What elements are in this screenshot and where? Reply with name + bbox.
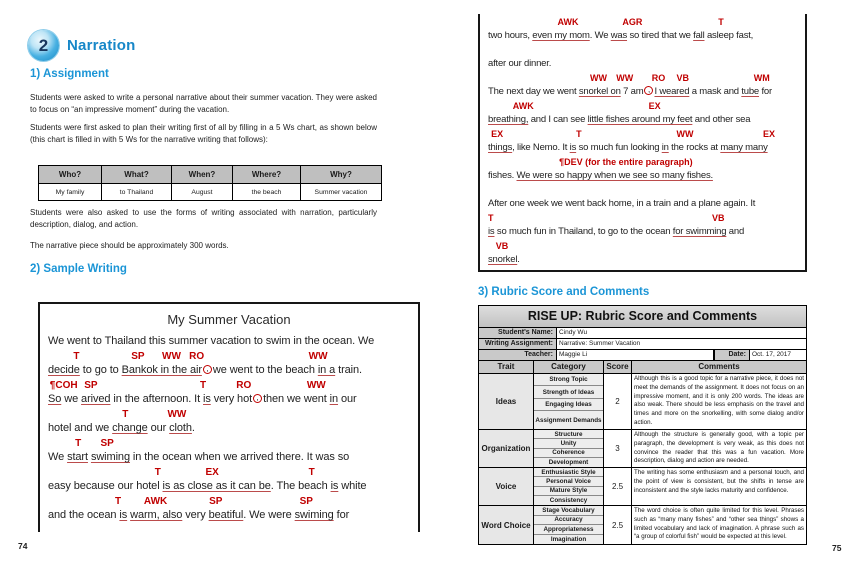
col-header-category: Category <box>534 361 604 373</box>
text-segment: . We were <box>243 509 295 521</box>
category-cell: Personal Voice <box>534 477 603 486</box>
correction-code: T <box>114 496 122 507</box>
text-segment: the rocks at <box>668 142 721 153</box>
essay-body-continued <box>488 16 797 268</box>
correction-codes-row <box>488 156 797 168</box>
text-segment: We were so happy when we see so many fishes. <box>516 170 713 181</box>
chapter-number: 2 <box>38 35 49 55</box>
blank-line <box>488 184 797 196</box>
text-segment: in the afternoon. It <box>110 393 204 405</box>
circled-punctuation-mark: , <box>203 365 212 374</box>
five-ws-value-where: the beach <box>233 184 301 201</box>
rubric-row-ideas <box>479 374 806 430</box>
five-ws-header-when: When? <box>172 166 233 184</box>
five-ws-value-row <box>39 184 382 201</box>
correction-code: WW <box>616 73 634 83</box>
five-ws-chart <box>38 165 382 201</box>
correction-code: T <box>488 213 494 223</box>
text-segment: . We <box>589 30 611 41</box>
essay-title: My Summer Vacation <box>167 312 291 327</box>
five-ws-value-why: Summer vacation <box>301 184 382 201</box>
text-segment: change <box>112 422 148 434</box>
col-header-score: Score <box>604 361 632 373</box>
rubric-assignment-row <box>479 339 806 350</box>
correction-code: ¶DEV (for the entire paragraph) <box>559 157 693 167</box>
chapter-title: Narration <box>67 37 136 54</box>
category-cell: Development <box>534 458 603 467</box>
text-segment: . <box>517 254 520 265</box>
correction-codes-row <box>48 466 410 478</box>
text-segment: so much fun in Thailand, to go to the ocean <box>494 226 673 237</box>
text-segment: hotel and we <box>48 422 113 434</box>
correction-code: EX <box>648 101 661 111</box>
text-segment: tube <box>741 86 760 97</box>
correction-code: T <box>200 380 207 391</box>
category-cell: Strong Topic <box>534 374 603 386</box>
category-cell: Enthusiastic Style <box>534 468 603 477</box>
text-segment: is <box>488 226 495 237</box>
text-segment: start <box>67 451 88 463</box>
sample-writing-box-continued <box>478 14 807 272</box>
text-segment: in <box>661 142 669 153</box>
writing-assignment-label: Writing Assignment: <box>479 339 557 349</box>
student-name-label: Student's Name: <box>479 328 557 338</box>
correction-codes-row <box>488 72 797 84</box>
assignment-paragraph-1: Students were asked to write a personal narrative about their summer vacation. They were asked to focus on “an impressive moment” during the vacation. <box>30 93 377 114</box>
comment-cell: Although the structure is generally good, with a topic per paragraph, the development is very weak, as this does not convince the reader that this was a fun vacation. More description, dialog and action are needed. <box>632 430 806 467</box>
correction-code: SP <box>131 351 145 362</box>
correction-code: EX <box>205 467 219 478</box>
text-segment: for swimming <box>672 226 727 237</box>
text-segment: fall <box>693 30 705 41</box>
correction-code: AWK <box>512 101 534 111</box>
text-segment: in <box>329 393 339 405</box>
writing-assignment-value: Narrative: Summer Vacation <box>557 339 806 349</box>
text-segment: so much fun looking <box>576 142 662 153</box>
page-right <box>433 0 857 582</box>
five-ws-header-who: Who? <box>39 166 102 184</box>
score-cell: 3 <box>604 430 632 467</box>
five-ws-header-why: Why? <box>301 166 382 184</box>
writing-line <box>488 168 797 184</box>
writing-line <box>488 224 797 240</box>
writing-line <box>488 56 797 72</box>
rubric-column-headers <box>479 361 806 374</box>
category-cell: Assignment Demands <box>534 411 603 429</box>
five-ws-value-when: August <box>172 184 233 201</box>
text-segment: snorkel <box>488 254 518 265</box>
writing-line <box>48 507 410 524</box>
heading-rubric: 3) Rubric Score and Comments <box>478 286 650 298</box>
writing-line <box>488 140 797 156</box>
correction-code: T <box>122 409 129 420</box>
heading-assignment: 1) Assignment <box>30 68 109 80</box>
date-label: Date: <box>714 350 750 360</box>
text-segment: We <box>48 451 68 463</box>
text-segment: 7 am <box>620 86 644 97</box>
rubric-student-row <box>479 328 806 339</box>
five-ws-header-what: What? <box>102 166 172 184</box>
text-segment: to go to <box>79 364 122 376</box>
text-segment: So <box>48 393 62 405</box>
correction-code: VB <box>676 73 689 83</box>
correction-code: SP <box>209 496 223 507</box>
text-segment: and I can see <box>528 114 588 125</box>
text-segment: swiming <box>294 509 334 521</box>
text-segment: We went to Thailand this summer vacation to swim in the ocean. We <box>48 335 375 347</box>
correction-code: WW <box>676 129 694 139</box>
category-cell: Appropriateness <box>534 525 603 535</box>
teacher-value: Maggie Li <box>557 350 714 360</box>
writing-line <box>488 112 797 128</box>
date-value: Oct. 17, 2017 <box>750 350 806 360</box>
rubric-title: RISE UP: Rubric Score and Comments <box>479 306 806 328</box>
correction-code: T <box>576 129 582 139</box>
correction-code: WW <box>589 73 607 83</box>
category-cell: Imagination <box>534 535 603 545</box>
text-segment: for <box>333 509 350 521</box>
text-segment: in the ocean when we arrived there. It was so <box>129 451 350 463</box>
correction-code: AWK <box>143 496 168 507</box>
correction-codes-row <box>488 128 797 140</box>
text-segment: was <box>610 30 628 41</box>
writing-line <box>48 333 410 350</box>
trait-name: Voice <box>479 468 534 505</box>
writing-line <box>488 28 797 44</box>
trait-name: Ideas <box>479 374 534 429</box>
text-segment: The next day we went <box>488 86 579 97</box>
text-segment: so tired that we <box>627 30 694 41</box>
correction-codes-row <box>488 212 797 224</box>
text-segment: decide <box>48 364 80 376</box>
text-segment: and <box>726 226 745 237</box>
writing-line <box>48 478 410 495</box>
text-segment: , like Nemo. It <box>512 142 570 153</box>
col-header-comments: Comments <box>698 362 740 371</box>
correction-code: SP <box>299 496 313 507</box>
page-number-right: 75 <box>832 543 842 553</box>
text-segment: white <box>338 480 367 492</box>
rubric-table <box>478 305 807 545</box>
writing-line <box>48 449 410 466</box>
chapter-header <box>28 30 135 61</box>
category-cell: Strength of Ideas <box>534 386 603 398</box>
text-segment: train. <box>335 364 362 376</box>
five-ws-header-where: Where? <box>233 166 301 184</box>
text-segment: easy because our hotel <box>48 480 163 492</box>
category-cell: Unity <box>534 439 603 448</box>
text-segment: breathing, <box>488 114 529 125</box>
correction-code: T <box>73 351 80 362</box>
score-cell: 2 <box>604 374 632 429</box>
circled-punctuation-mark: , <box>644 86 653 95</box>
text-segment: very <box>182 509 209 521</box>
chapter-number-badge <box>28 30 59 61</box>
correction-codes-row <box>48 379 410 391</box>
correction-code: AGR <box>622 17 643 27</box>
correction-code: EX <box>763 129 776 139</box>
text-segment: swiming <box>90 451 130 463</box>
category-cell: Structure <box>534 430 603 439</box>
five-ws-value-what: to Thailand <box>102 184 172 201</box>
category-cell: Consistency <box>534 496 603 505</box>
correction-code: WW <box>306 380 326 391</box>
text-segment: little fishes around my feet <box>587 114 693 125</box>
correction-codes-row <box>488 240 797 252</box>
correction-code: SP <box>84 380 98 391</box>
writing-line <box>48 362 410 379</box>
correction-code: T <box>308 467 315 478</box>
writing-line <box>48 420 410 437</box>
five-ws-header-row <box>39 166 382 184</box>
text-segment: beatiful <box>208 509 244 521</box>
comment-cell: Although this is a good topic for a narrative piece, it does not meet the demands of the assignment. It does not focus on an impressive moment, and it is only 200 words. The ideas are also weak. There should be less emphasis on the travel and times and more on the snorkelling, with some dialog and/or action. <box>632 374 806 429</box>
trait-name: Organization <box>479 430 534 467</box>
text-segment: things <box>488 142 513 153</box>
text-segment: I weared <box>654 86 690 97</box>
sample-writing-box <box>38 302 420 532</box>
text-segment: asleep fast, <box>704 30 754 41</box>
text-segment: After one week we went back home, in a train and a plane again. It <box>488 198 756 209</box>
five-ws-value-who: My family <box>39 184 102 201</box>
text-segment: very hot <box>210 393 253 405</box>
category-list <box>534 430 604 467</box>
assignment-paragraph-3: Students were also asked to use the forms of writing associated with narration, particularly description, dialog, and action. <box>30 208 377 229</box>
category-list <box>534 374 604 429</box>
col-header-trait: Trait <box>479 361 534 373</box>
correction-code: AWK <box>557 17 579 27</box>
correction-codes-row <box>48 437 410 449</box>
correction-code: VB <box>712 213 725 223</box>
text-segment: is <box>203 393 211 405</box>
text-segment: then we went <box>263 393 330 405</box>
writing-line <box>48 391 410 408</box>
writing-line <box>488 252 797 268</box>
text-segment: our <box>147 422 170 434</box>
comment-cell: The word choice is often quite limited for this level. Phrases such as “many many fishes” and “other sea things” shows a limited vocabulary and lack of imagination. A phrase such as “a group of colorful fish” would be expected at this level. <box>632 506 806 544</box>
text-segment: warm, also <box>130 509 183 521</box>
text-segment: a mask and <box>689 86 742 97</box>
rubric-teacher-date-row <box>479 350 806 361</box>
heading-sample-writing: 2) Sample Writing <box>30 263 127 275</box>
correction-codes-row <box>48 495 410 507</box>
text-segment: Bankok in the air <box>121 364 202 376</box>
teacher-label: Teacher: <box>479 350 557 360</box>
correction-code: T <box>75 438 82 449</box>
correction-code: RO <box>189 351 205 362</box>
correction-code: WW <box>167 409 187 420</box>
score-cell: 2.5 <box>604 506 632 544</box>
correction-code: SP <box>100 438 114 449</box>
text-segment: . <box>191 422 195 434</box>
trait-name: Word Choice <box>479 506 534 544</box>
correction-code: EX <box>491 129 504 139</box>
text-segment: arived <box>81 393 111 405</box>
text-segment: we <box>61 393 82 405</box>
page-number-left: 74 <box>18 541 28 551</box>
category-cell: Engaging Ideas <box>534 399 603 411</box>
blank-line <box>488 44 797 56</box>
text-segment: even my mom <box>532 30 590 41</box>
assignment-paragraph-4: The narrative piece should be approximately 300 words. <box>30 241 229 250</box>
correction-code: VB <box>495 241 509 251</box>
text-segment: is as close as it can be <box>162 480 271 492</box>
text-segment: our <box>338 393 357 405</box>
correction-code: WW <box>162 351 181 362</box>
correction-code: WW <box>308 351 328 362</box>
correction-code: WM <box>753 73 770 83</box>
student-name-value: Cindy Wu <box>557 328 806 338</box>
text-segment: snorkel on <box>578 86 621 97</box>
correction-code: ¶COH <box>49 380 78 391</box>
correction-codes-row <box>48 408 410 420</box>
rubric-row-word-choice <box>479 506 806 544</box>
correction-code: T <box>718 17 724 27</box>
text-segment: we went to the beach <box>212 364 318 376</box>
essay-body <box>48 333 410 524</box>
assignment-paragraph-2: Students were first asked to plan their writing first of all by filling in a 5 Ws chart, as shown below (this chart is filled in with 5 Ws for the narrative writing that follows): <box>30 123 377 144</box>
correction-code: RO <box>236 380 252 391</box>
correction-codes-row <box>488 100 797 112</box>
correction-code: RO <box>651 73 666 83</box>
text-segment: in a <box>317 364 336 376</box>
writing-line <box>488 196 797 212</box>
correction-codes-row <box>48 350 410 362</box>
comment-cell: The writing has some enthusiasm and a personal touch, and the point of view is consistent, but the shifts in tense are inconsistent and the style lacks maturity and confidence. <box>632 468 806 505</box>
text-segment: after our dinner. <box>488 58 552 69</box>
correction-code: T <box>154 467 161 478</box>
text-segment: and the ocean <box>48 509 120 521</box>
text-segment: and other sea <box>692 114 751 125</box>
text-segment: . The beach <box>270 480 331 492</box>
category-cell: Accuracy <box>534 516 603 526</box>
category-cell: Mature Style <box>534 487 603 496</box>
writing-line <box>488 84 797 100</box>
text-segment: for <box>759 86 772 97</box>
category-cell: Stage Vocabulary <box>534 506 603 516</box>
text-segment: is <box>330 480 339 492</box>
text-segment: is <box>569 142 577 153</box>
text-segment: two hours, <box>488 30 533 41</box>
correction-codes-row <box>488 16 797 28</box>
circled-punctuation-mark: , <box>253 394 262 403</box>
category-list <box>534 506 604 544</box>
text-segment: is <box>119 509 128 521</box>
text-segment: many many <box>720 142 768 153</box>
category-list <box>534 468 604 505</box>
rubric-row-organization <box>479 430 806 468</box>
text-segment: cloth <box>169 422 192 434</box>
rubric-row-voice <box>479 468 806 506</box>
category-cell: Coherence <box>534 449 603 458</box>
score-cell: 2.5 <box>604 468 632 505</box>
text-segment: fishes. <box>488 170 517 181</box>
